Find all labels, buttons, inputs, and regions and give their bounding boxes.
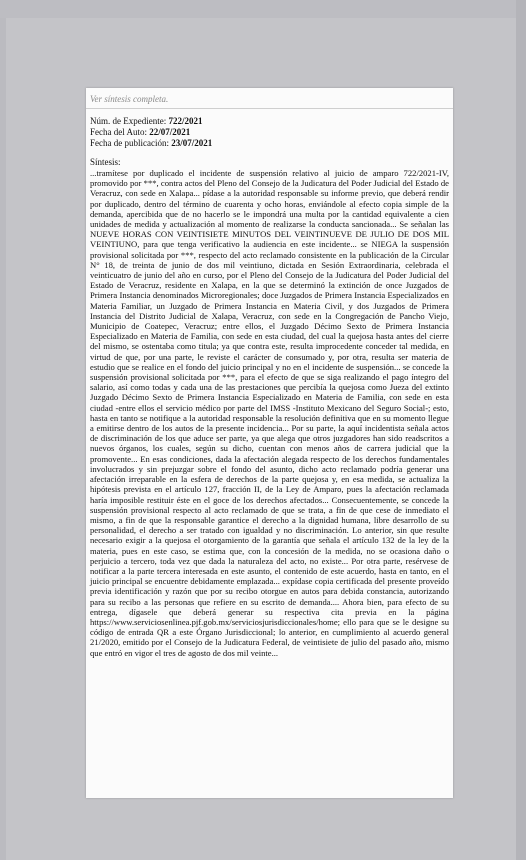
sintesis-text: ...tramítese por duplicado el incidente de suspensión relativo al juicio de amparo 722/2021-IV, promovido por ***, contra actos del Pleno del Consejo de la Judicatura del Poder Judicial del Estado de Veracruz, con sede en Xalapa... pídase a la autoridad responsable su informe previo, que deberá rendir por duplicado, dentro del término de cuarenta y ocho horas, enviándole al efecto copia simple de la demanda, apercibida que de no hacerlo se le impondrá una multa por la cantidad equivalente a cien unidades de medida y actualización al momento de realizarse la conducta sancionada... Se señalan las NUEVE HORAS CON VEINTISIETE MINUTOS DEL VEINTINUEVE DE JULIO DE DOS MIL VEINTIUNO, para que tenga verificativo la audiencia en este incidente... se NIEGA la suspensión provisional solicitada por ***, respecto del acto reclamado consistente en la publicación de la Circular N° 18, de treinta de junio de dos mil veintiuno, dictada en Sesión Extraordinaria, celebrada el veinticuatro de junio del año en curso, por el Pleno del Consejo de la Judicatura del Poder Judicial del Estado de Veracruz, residente en Xalapa, en la que se determinó la extinción de once Juzgados de Primera Instancia denominados Microregionales; doce Juzgados de Primera Instancia Especializados en Materia Familiar, un Juzgado de Primera Instancia en Materia Civil, y dos Juzgados de Primera Instancia del Distrito Judicial de Xalapa, Veracruz, con sede en la Congregación de Pancho Viejo, Municipio de Coatepec, Veracruz; entre ellos, el Juzgado Décimo Sexto de Primera Instancia Especializado en Materia de Familia, con sede en esta ciudad, del cual la quejosa hasta antes del cierre del mismo, se ostentaba como titula; ya que contra este, resulta improcedente conceder tal medida, en virtud de que, por una parte, le reviste el carácter de consumado y, por otra, resulta ser materia de estudio que se realice en el fondo del juicio principal y no en el incidente de suspensión... se concede la suspensión provisional solicitada por ***, para el efecto de que se siga realizando el pago íntegro del salario, así como todas y cada una de las prestaciones que percibía la quejosa como Jueza del extinto Juzgado Décimo Sexto de Primera Instancia Especializado en Materia de Familia, con sede en esta ciudad -entre ellos el servicio médico por parte del IMSS -Instituto Mexicano del Seguro Social-; esto, hasta en tanto se notifique a la autoridad responsable la resolución definitiva que en su momento llegue a emitirse dentro de los autos de la presente incidencia... Por su parte, la aquí incidentista señala actos de discriminación de los que aduce ser parte, ya que alega que otros juzgadores han sido readscritos a nuevos órganos, los cuales, según su dicho, cuentan con menos años de carrera judicial que la promovente... En esas condiciones, dada la afectación alegada respecto de los derechos fundamentales involucrados y sin prejuzgar sobre el fondo del asunto, dicho acto reclamado podría generar una afectación irreparable en la esfera de derechos de la parte quejosa y, en esa medida, se actualiza la hipótesis prevista en el artículo 127, fracción II, de la Ley de Amparo, pues la afectación reclamada haría imposible restituir éste en el goce de los derechos afectados... Consecuentemente, se concede la suspensión provisional respecto al acto reclamado de que se trata, a fin de que cese de inmediato el mismo, a fin de que la responsable garantice el derecho a la dignidad humana, libre desarrollo de su personalidad, el derecho a ser tratado con igualdad y no discriminación. Lo anterior, sin que resulte necesario exigir a la quejosa el otorgamiento de la garantía que señala el artículo 132 de la ley de la materia, pues en este caso, se estima que, con la concesión de la medida, no se ocasiona daño o perjuicio a tercero, toda vez que dada la naturaleza del acto, no existe... Por otra parte, resérvese de notificar a la parte tercera interesada en este asunto, el contenido de este acuerdo, hasta en tanto, en el juicio principal se encuentre debidamente emplazada... expídase copia certificada del presente proveído previa identificación y razón que por su recibo otorgue en autos para debida constancia, autorizando para su recibo a las personas que refiere en su escrito de demanda.... Ahora bien, para efecto de su entrega, dígasele que deberá generar su respectiva cita previa en la página https://www.serviciosenlinea.pjf.gob.mx/serviciosjurisdiccionales/home; ello para que se le designe su código de entrada QR a este Órgano Jurisdiccional; lo anterior, en cumplimiento al acuerdo general 21/2020, emitido por el Consejo de la Judicatura Federal, de veintisiete de julio del pasado año, mismo que entró en vigor el tres de agosto de dos mil veinte... xyxy=(90,168,449,658)
case-metadata xyxy=(90,116,449,149)
expediente-label: Núm. de Expediente: xyxy=(90,116,169,126)
screen-edge-right xyxy=(516,0,526,860)
expediente-value: 722/2021 xyxy=(168,116,203,126)
fecha-auto-row xyxy=(90,127,449,138)
fecha-auto-value: 22/07/2021 xyxy=(149,127,191,137)
fecha-publicacion-label: Fecha de publicación: xyxy=(90,138,172,148)
divider xyxy=(86,108,453,109)
expediente-row xyxy=(90,116,449,127)
fecha-publicacion-row xyxy=(90,138,449,149)
fecha-publicacion-value: 23/07/2021 xyxy=(171,138,213,148)
screen-edge-top xyxy=(0,0,526,18)
sintesis-label: Síntesis: xyxy=(90,157,121,167)
fecha-auto-label: Fecha del Auto: xyxy=(90,127,150,137)
ver-sintesis-link[interactable]: Ver síntesis completa. xyxy=(90,94,169,104)
document-panel xyxy=(86,88,453,798)
screen-edge-left xyxy=(0,0,6,860)
